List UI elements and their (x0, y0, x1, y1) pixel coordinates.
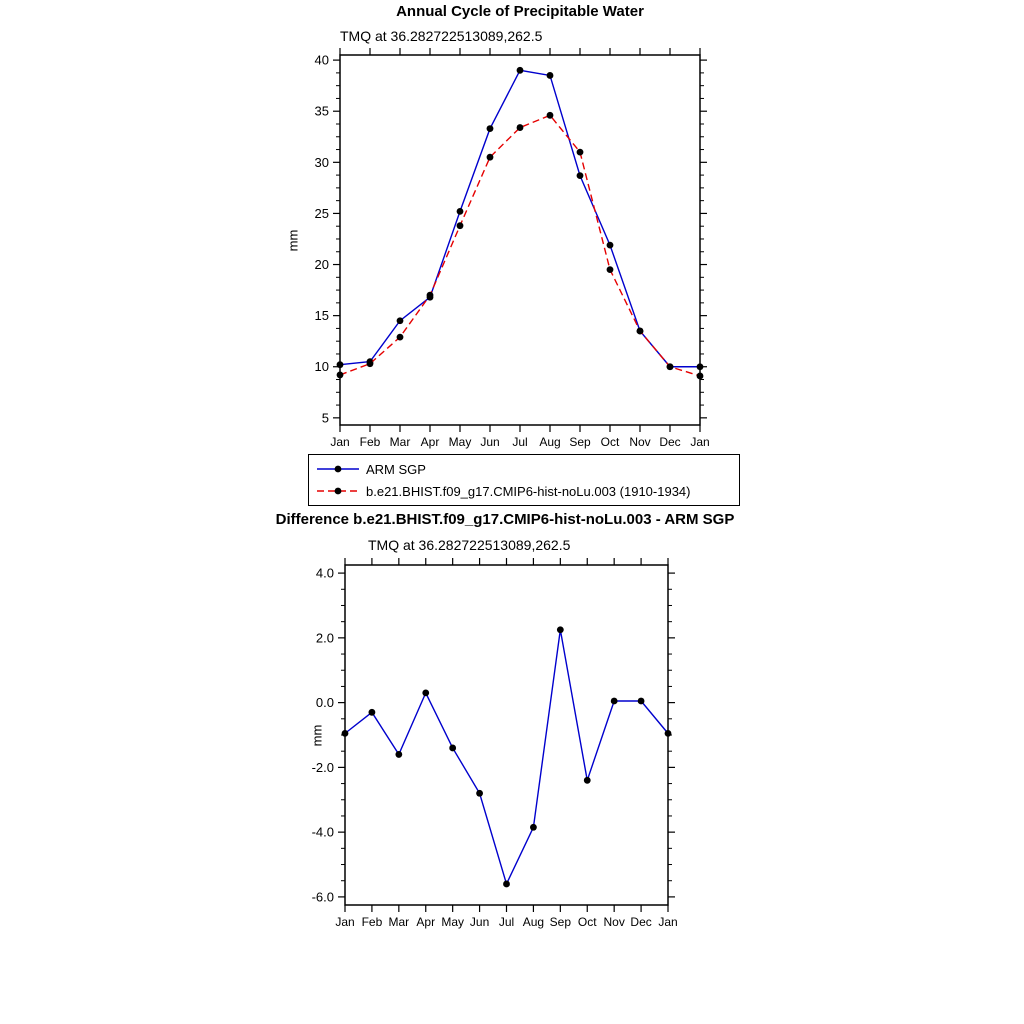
data-point-marker (449, 745, 456, 752)
data-point-marker (557, 626, 564, 633)
y-tick-label: 20 (314, 257, 329, 273)
x-tick-label: Aug (539, 435, 561, 449)
y-tick-label: 30 (314, 154, 329, 170)
y-tick-label: -2.0 (311, 759, 334, 775)
annual-cycle-title: Annual Cycle of Precipitable Water (396, 3, 644, 20)
y-tick-label: 40 (314, 52, 329, 68)
data-point-marker (530, 824, 537, 831)
data-point-marker (667, 363, 674, 370)
data-point-marker (547, 72, 554, 79)
series-line (340, 70, 700, 366)
y-tick-label: 15 (314, 308, 329, 324)
difference-subtitle: TMQ at 36.282722513089,262.5 (368, 537, 571, 553)
data-point-marker (577, 149, 584, 156)
x-tick-label: Oct (600, 435, 620, 449)
x-tick-label: May (441, 915, 465, 929)
data-point-marker (395, 751, 402, 758)
data-point-marker (637, 328, 644, 335)
annual-cycle-plot (270, 46, 770, 458)
data-point-marker (369, 709, 376, 716)
data-point-marker (487, 154, 494, 161)
data-point-marker (337, 361, 344, 368)
x-tick-label: Aug (522, 915, 545, 929)
difference-y-axis-label: mm (309, 724, 325, 747)
data-point-marker (547, 112, 554, 119)
data-point-marker (665, 730, 672, 737)
x-tick-label: Jan (658, 915, 678, 929)
x-tick-label: Sep (569, 435, 591, 449)
data-point-marker (611, 698, 618, 705)
data-point-marker (342, 730, 349, 737)
data-point-marker (422, 690, 429, 697)
y-tick-label: 35 (314, 103, 329, 119)
x-tick-label: Jun (469, 915, 490, 929)
data-point-marker (584, 777, 591, 784)
data-point-marker (397, 317, 404, 324)
y-tick-label: 5 (321, 410, 329, 426)
x-tick-label: Dec (630, 915, 652, 929)
legend-entry-arm-sgp (315, 458, 735, 480)
data-point-marker (697, 363, 704, 370)
difference-title: Difference b.e21.BHIST.f09_g17.CMIP6-hist-noLu.003 - ARM SGP (275, 511, 735, 528)
annual-cycle-y-axis-label: mm (285, 229, 301, 252)
y-tick-label: 25 (314, 205, 329, 221)
data-point-marker (457, 222, 464, 229)
x-tick-label: Apr (416, 915, 436, 929)
legend-marker-model (335, 488, 342, 495)
series-line (340, 115, 700, 376)
data-point-marker (638, 698, 645, 705)
data-point-marker (457, 208, 464, 215)
data-point-marker (367, 360, 374, 367)
data-point-marker (503, 881, 510, 888)
annual-cycle-subtitle: TMQ at 36.282722513089,262.5 (340, 28, 543, 44)
x-tick-label: Feb (359, 435, 381, 449)
y-tick-label: 0.0 (315, 695, 334, 711)
y-tick-label: -6.0 (311, 889, 334, 905)
x-tick-label: Jul (498, 915, 515, 929)
plot-border (345, 565, 668, 905)
legend-line-sample-solid (315, 459, 361, 479)
x-tick-label: Sep (549, 915, 572, 929)
x-tick-label: Jan (335, 915, 355, 929)
data-point-marker (487, 125, 494, 132)
legend-label-arm-sgp: ARM SGP (366, 461, 426, 477)
legend-entry-model (315, 480, 735, 502)
x-tick-label: Jul (512, 435, 528, 449)
plot-border (340, 55, 700, 425)
x-tick-label: Jan (690, 435, 710, 449)
x-tick-label: May (448, 435, 472, 449)
legend-label-model: b.e21.BHIST.f09_g17.CMIP6-hist-noLu.003 (1910-1934) (366, 483, 691, 499)
data-point-marker (697, 373, 704, 380)
y-tick-label: 10 (314, 359, 329, 375)
y-tick-label: -4.0 (311, 824, 334, 840)
y-tick-label: 2.0 (315, 630, 334, 646)
data-point-marker (397, 334, 404, 341)
data-point-marker (607, 242, 614, 249)
x-tick-label: Mar (388, 915, 410, 929)
data-point-marker (607, 266, 614, 273)
data-point-marker (577, 172, 584, 179)
x-tick-label: Feb (361, 915, 383, 929)
x-tick-label: Apr (420, 435, 440, 449)
x-tick-label: Jan (330, 435, 350, 449)
data-point-marker (517, 124, 524, 131)
x-tick-label: Oct (577, 915, 597, 929)
legend-marker-obs (335, 466, 342, 473)
difference-plot (270, 556, 770, 938)
legend-line-sample-dashed (315, 481, 361, 501)
series-line (345, 630, 668, 884)
data-point-marker (337, 372, 344, 379)
x-tick-label: Dec (659, 435, 681, 449)
y-tick-label: 4.0 (315, 565, 334, 581)
x-tick-label: Mar (389, 435, 411, 449)
x-tick-label: Nov (629, 435, 651, 449)
legend (308, 454, 740, 506)
x-tick-label: Nov (603, 915, 625, 929)
data-point-marker (427, 292, 434, 299)
data-point-marker (517, 67, 524, 74)
data-point-marker (476, 790, 483, 797)
x-tick-label: Jun (480, 435, 500, 449)
